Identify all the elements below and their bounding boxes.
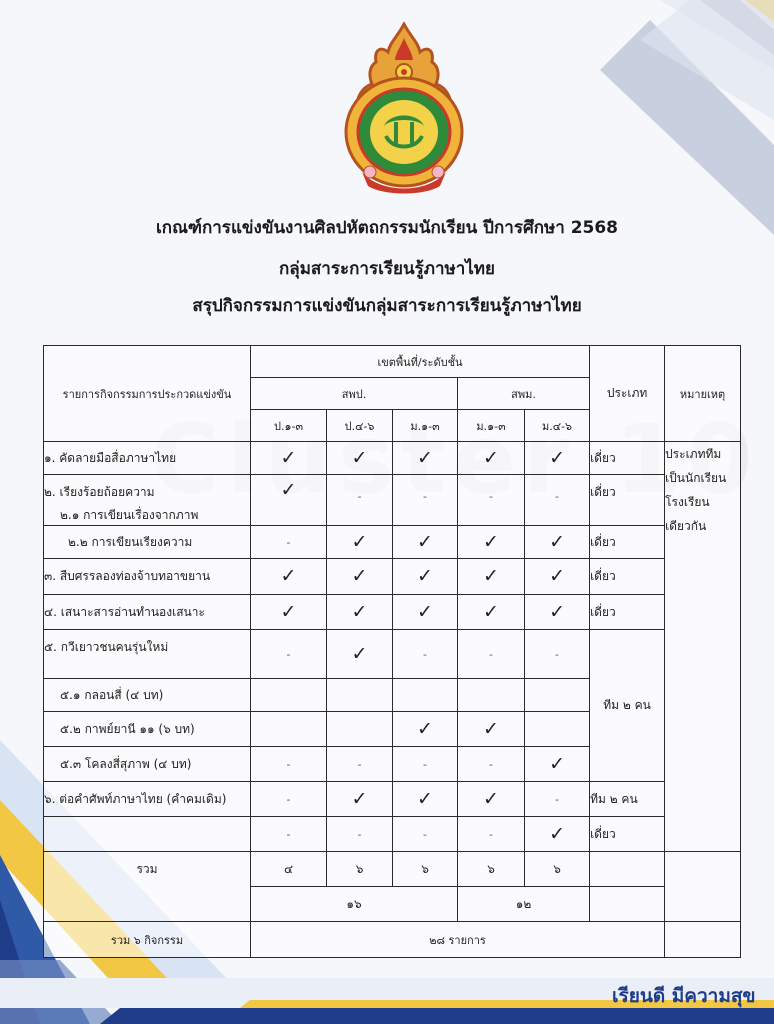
activity-label: ๖. ต่อคำศัพท์ภาษาไทย (คำคมเดิม) <box>44 782 251 817</box>
dash-icon: - <box>555 490 560 503</box>
dash-icon: - <box>555 793 560 806</box>
totals-row <box>44 852 741 887</box>
check-icon: ✓ <box>483 565 499 587</box>
page-title: เกณฑ์การแข่งขันงานศิลปหัตถกรรมนักเรียน ปีการศึกษา 2568 <box>155 218 619 238</box>
dash-icon: - <box>489 758 493 771</box>
dash-icon: - <box>286 648 291 661</box>
spm-sum: ๑๒ <box>458 887 590 922</box>
check-icon: ✓ <box>483 787 499 810</box>
type-cell: เดี่ยว <box>590 475 665 526</box>
header-spm: สพม. <box>458 378 590 410</box>
dash-icon: - <box>423 648 427 661</box>
dash-icon: - <box>357 490 362 503</box>
dash-icon: - <box>357 758 362 771</box>
type-cell: เดี่ยว <box>590 595 665 630</box>
check-icon: ✓ <box>351 530 368 553</box>
total-activities: รวม ๖ กิจกรรม <box>44 922 251 958</box>
header-area-level: เขตพื้นที่/ระดับชั้น <box>251 346 590 378</box>
type-cell: ทีม ๒ คน <box>590 782 665 817</box>
check-icon: ✓ <box>417 600 433 623</box>
remark-line: เป็นนักเรียน <box>665 471 727 485</box>
totals-label: รวม <box>44 852 251 922</box>
total-value: ๔ <box>251 852 327 887</box>
check-icon: ✓ <box>280 565 297 587</box>
dash-icon: - <box>286 793 291 806</box>
header-grade-m1-3-spm: ม.๑-๓ <box>458 410 525 442</box>
dash-icon: - <box>489 490 493 503</box>
dash-icon: - <box>555 648 560 661</box>
type-cell: เดี่ยว <box>590 442 665 475</box>
activity-sublabel: ๒.๑ การเขียนเรื่องจากภาพ <box>60 508 199 522</box>
check-icon: ✓ <box>417 530 433 553</box>
check-icon: ✓ <box>351 565 368 587</box>
total-value: ๖ <box>393 852 458 887</box>
total-value: ๖ <box>458 852 525 887</box>
check-icon: ✓ <box>417 717 433 740</box>
dash-icon: - <box>286 758 291 771</box>
table-row <box>44 526 741 559</box>
table-row <box>44 817 741 852</box>
check-icon: ✓ <box>549 530 565 553</box>
check-icon: ✓ <box>549 565 565 587</box>
activity-label: ๒.๒ การเขียนเรียงความ <box>44 526 251 559</box>
table-row <box>44 442 741 475</box>
check-icon: ✓ <box>549 446 565 469</box>
check-icon: ✓ <box>417 446 433 469</box>
check-icon: ✓ <box>483 530 499 553</box>
check-icon: ✓ <box>280 600 297 623</box>
check-icon: ✓ <box>280 446 297 469</box>
activity-label: ๑. คัดลายมือสื่อภาษาไทย <box>44 442 251 475</box>
dash-icon: - <box>286 536 291 549</box>
check-icon: ✓ <box>417 787 433 810</box>
header-grade-p4-6: ป.๔-๖ <box>327 410 393 442</box>
table-row <box>44 595 741 630</box>
header-spp: สพป. <box>251 378 458 410</box>
table-row <box>44 630 741 679</box>
spp-sum: ๑๖ <box>251 887 458 922</box>
remark-line: ประเภททีม <box>665 447 722 461</box>
dash-icon: - <box>423 758 427 771</box>
check-icon: ✓ <box>483 717 499 740</box>
header-grade-m1-3-spp: ม.๑-๓ <box>393 410 458 442</box>
subject-group-title: กลุ่มสาระการเรียนรู้ภาษาไทย <box>279 259 495 279</box>
remark-line: เดียวกัน <box>665 519 707 533</box>
check-icon: ✓ <box>483 446 499 469</box>
check-icon: ✓ <box>280 479 297 501</box>
footer-slogan: เรียนดี มีความสุข <box>612 985 756 1007</box>
type-cell: เดี่ยว <box>590 526 665 559</box>
activity-label: ๓. สืบศรรลองท่องจ้าบทอาขยาน <box>44 559 251 595</box>
grand-total-row <box>44 922 741 958</box>
check-icon: ✓ <box>351 600 368 623</box>
check-icon: ✓ <box>417 565 433 587</box>
total-items: ๒๘ รายการ <box>251 922 665 958</box>
activity-label: ๕.๒ กาพย์ยานี ๑๑ (๖ บท) <box>44 712 251 747</box>
dash-icon: - <box>489 648 493 661</box>
check-icon: ✓ <box>483 600 499 623</box>
remark-line: โรงเรียน <box>665 495 710 509</box>
remark-cell <box>665 442 741 852</box>
obec-emblem-logo <box>340 22 468 196</box>
dash-icon: - <box>423 490 427 503</box>
check-icon: ✓ <box>351 446 368 469</box>
check-icon: ✓ <box>549 752 565 775</box>
header-note: หมายเหตุ <box>665 346 741 442</box>
check-icon: ✓ <box>549 600 565 623</box>
table-row <box>44 559 741 595</box>
summary-title: สรุปกิจกรรมการแข่งขันกลุ่มสาระการเรียนรู้ภาษาไทย <box>192 296 582 316</box>
header-type: ประเภท <box>590 346 665 442</box>
table-row <box>44 475 741 526</box>
activity-label: ๕. กวีเยาวชนคนรุ่นใหม่ <box>44 630 251 679</box>
activity-label: ๕.๑ กลอนสี่ (๔ บท) <box>44 679 251 712</box>
header-activity: รายการกิจกรรมการประกวดแข่งขัน <box>44 346 251 442</box>
competition-summary-table <box>43 345 741 958</box>
activity-label: ๒. เรียงร้อยถ้อยความ <box>44 485 155 499</box>
total-value: ๖ <box>525 852 590 887</box>
header-grade-p1-3: ป.๑-๓ <box>251 410 327 442</box>
check-icon: ✓ <box>549 822 565 845</box>
dash-icon: - <box>357 828 362 841</box>
check-icon: ✓ <box>351 642 368 665</box>
type-cell: เดี่ยว <box>590 817 665 852</box>
total-value: ๖ <box>327 852 393 887</box>
dash-icon: - <box>489 828 493 841</box>
activity-label: ๔. เสนาะสารอ่านทำนองเสนาะ <box>44 595 251 630</box>
table-row <box>44 782 741 817</box>
check-icon: ✓ <box>351 787 368 810</box>
type-cell: เดี่ยว <box>590 559 665 595</box>
dash-icon: - <box>286 828 291 841</box>
header-grade-m4-6: ม.๔-๖ <box>525 410 590 442</box>
activity-label-group <box>44 475 251 526</box>
activity-label: ๕.๓ โคลงสี่สุภาพ (๔ บท) <box>44 747 251 782</box>
team-size-cell: ทีม ๒ คน <box>590 630 665 782</box>
dash-icon: - <box>423 828 427 841</box>
